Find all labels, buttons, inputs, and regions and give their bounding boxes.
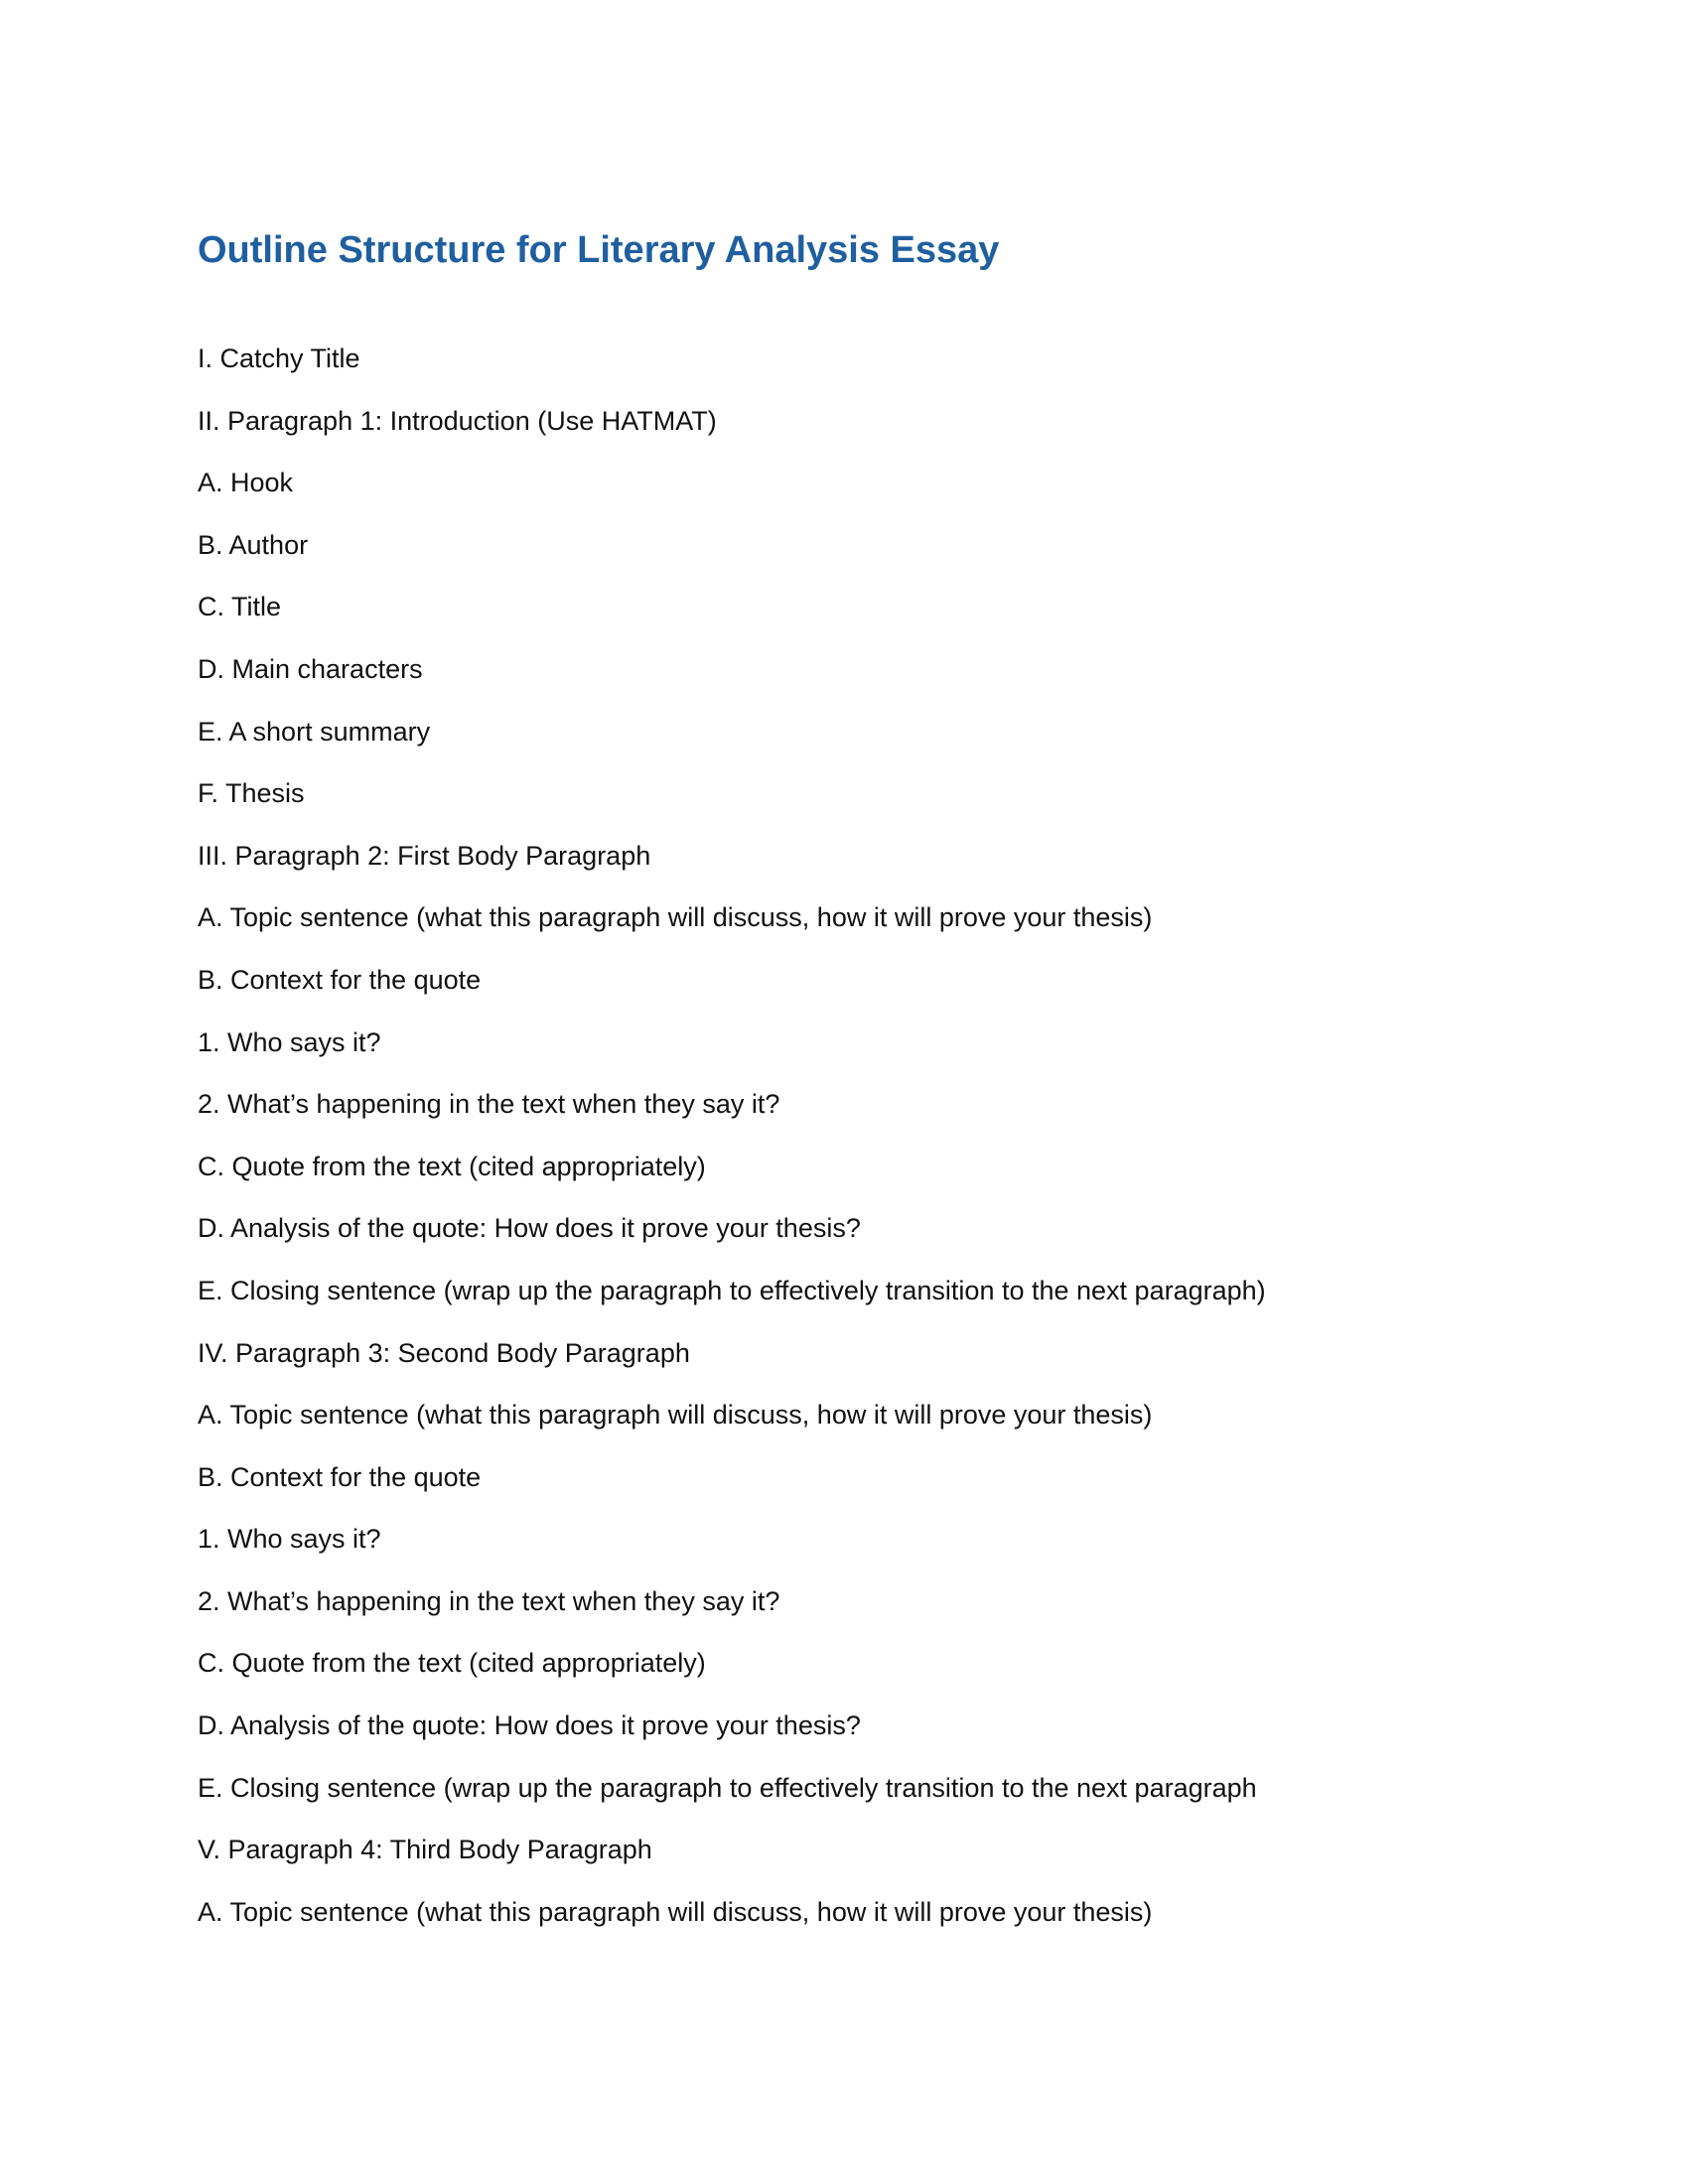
outline-list bbox=[198, 341, 1266, 1956]
outline-line: D. Analysis of the quote: How does it prove your thesis? bbox=[198, 1213, 861, 1244]
outline-line: A. Topic sentence (what this paragraph will discuss, how it will prove your thesis) bbox=[198, 902, 1153, 933]
outline-line: 2. What’s happening in the text when they say it? bbox=[198, 1089, 780, 1120]
outline-line: D. Analysis of the quote: How does it prove your thesis? bbox=[198, 1710, 861, 1741]
document-title: Outline Structure for Literary Analysis Essay bbox=[198, 229, 1000, 271]
outline-line: III. Paragraph 2: First Body Paragraph bbox=[198, 840, 651, 871]
outline-line: F. Thesis bbox=[198, 778, 305, 809]
outline-line: E. Closing sentence (wrap up the paragraph to effectively transition to the next paragraph bbox=[198, 1772, 1257, 1803]
outline-line: V. Paragraph 4: Third Body Paragraph bbox=[198, 1835, 652, 1865]
outline-line: E. A short summary bbox=[198, 716, 431, 747]
outline-line: 1. Who says it? bbox=[198, 1524, 381, 1555]
outline-line: 2. What’s happening in the text when they say it? bbox=[198, 1585, 780, 1616]
outline-line: C. Quote from the text (cited appropriately) bbox=[198, 1151, 706, 1181]
outline-line: B. Context for the quote bbox=[198, 964, 482, 995]
outline-line: I. Catchy Title bbox=[198, 343, 360, 373]
outline-line: A. Topic sentence (what this paragraph will discuss, how it will prove your thesis) bbox=[198, 1896, 1153, 1927]
outline-line: 1. Who says it? bbox=[198, 1026, 381, 1057]
outline-line: D. Main characters bbox=[198, 653, 423, 684]
outline-line: A. Hook bbox=[198, 468, 294, 498]
outline-line: C. Quote from the text (cited appropriately) bbox=[198, 1648, 706, 1679]
outline-line: B. Author bbox=[198, 529, 309, 560]
outline-line: IV. Paragraph 3: Second Body Paragraph bbox=[198, 1337, 690, 1368]
outline-line: E. Closing sentence (wrap up the paragraph to effectively transition to the next paragraph) bbox=[198, 1275, 1266, 1305]
outline-line: B. Context for the quote bbox=[198, 1461, 482, 1492]
outline-line: C. Title bbox=[198, 592, 282, 622]
outline-line: A. Topic sentence (what this paragraph will discuss, how it will prove your thesis) bbox=[198, 1400, 1153, 1431]
outline-line: II. Paragraph 1: Introduction (Use HATMAT) bbox=[198, 405, 717, 436]
